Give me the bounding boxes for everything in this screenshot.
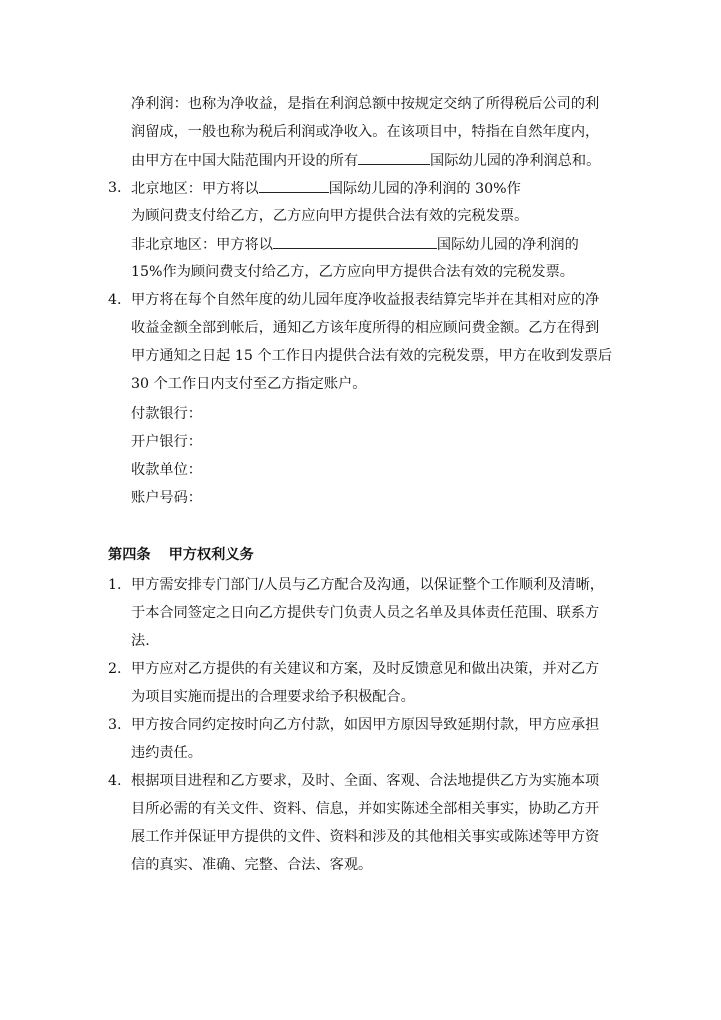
- text-line: 目所必需的有关文件、资料、信息，并如实陈述全部相关事实，协助乙方开: [131, 801, 600, 817]
- list-number: 2.: [108, 661, 122, 677]
- text-line: [131, 234, 579, 255]
- text-line: 违约责任。: [131, 745, 202, 761]
- text-segment: 北京地区：甲方将以: [131, 181, 259, 197]
- text-segment: 国际幼儿园的净利润的: [436, 237, 579, 253]
- text-line: 15%作为顾问费支付给乙方，乙方应向甲方提供合法有效的完税发票。: [131, 264, 574, 280]
- text-line: 展工作并保证甲方提供的文件、资料和涉及的其他相关事实或陈述等甲方资: [131, 829, 600, 845]
- payment-field-label: 账户号码：: [131, 490, 202, 506]
- text-line: 为顾问费支付给乙方，乙方应向甲方提供合法有效的完税发票。: [131, 208, 529, 224]
- list-number: 4.: [108, 773, 122, 789]
- text-line: 甲方通知之日起 15 个工作日内提供合法有效的完税发票，甲方在收到发票后: [131, 348, 613, 364]
- text-line: 法.: [131, 633, 150, 649]
- text-line: 甲方按合同约定按时向乙方付款，如因甲方原因导致延期付款，甲方应承担: [131, 717, 600, 733]
- text-line: 于本合同签定之日向乙方提供专门负责人员之名单及具体责任范围、联系方: [131, 605, 600, 621]
- list-number: 1.: [108, 577, 122, 593]
- text-line: 甲方需安排专门部门/人员与乙方配合及沟通，以保证整个工作顺利及清晰，: [131, 577, 604, 593]
- section-heading: [108, 545, 254, 565]
- list-number: 4.: [108, 292, 122, 308]
- payment-field-label: 收款单位：: [131, 462, 202, 478]
- text-line: 收益金额全部到帐后，通知乙方该年度所得的相应顾问费金额。乙方在得到: [131, 320, 600, 336]
- list-number: 3.: [108, 717, 122, 733]
- fill-in-blank: [358, 150, 430, 165]
- text-line: 为项目实施而提出的合理要求给予积极配合。: [131, 689, 415, 705]
- text-line: [131, 178, 521, 199]
- payment-field-label: 付款银行：: [131, 406, 202, 422]
- text-segment: 国际幼儿园的净利润的 30%作: [328, 181, 521, 197]
- text-line: 润留成，一般也称为税后利润或净收入。在该项目中，特指在自然年度内，: [131, 124, 600, 140]
- section-title: 甲方权利义务: [168, 547, 254, 563]
- payment-field-label: 开户银行：: [131, 434, 202, 450]
- text-line: 净利润：也称为净收益，是指在利润总额中按规定交纳了所得税后公司的利: [131, 96, 600, 112]
- text-line: 30 个工作日内支付至乙方指定账户。: [131, 376, 367, 392]
- section-number: 第四条: [108, 547, 151, 563]
- text-line: 甲方将在每个自然年度的幼儿园年度净收益报表结算完毕并在其相对应的净: [131, 292, 600, 308]
- text-line: 甲方应对乙方提供的有关建议和方案，及时反馈意见和做出决策，并对乙方: [131, 661, 600, 677]
- text-line: 信的真实、准确、完整、合法、客观。: [131, 857, 373, 873]
- text-segment: 国际幼儿园的净利润总和。: [430, 153, 601, 169]
- text-segment: 非北京地区：甲方将以: [131, 237, 273, 253]
- fill-in-blank: [259, 178, 329, 193]
- list-number: 3.: [108, 180, 122, 196]
- fill-in-blank: [273, 234, 437, 249]
- text-segment: 由甲方在中国大陆范围内开设的所有: [131, 153, 359, 169]
- text-line: 根据项目进程和乙方要求，及时、全面、客观、合法地提供乙方为实施本项: [131, 773, 600, 789]
- text-line: [131, 150, 600, 171]
